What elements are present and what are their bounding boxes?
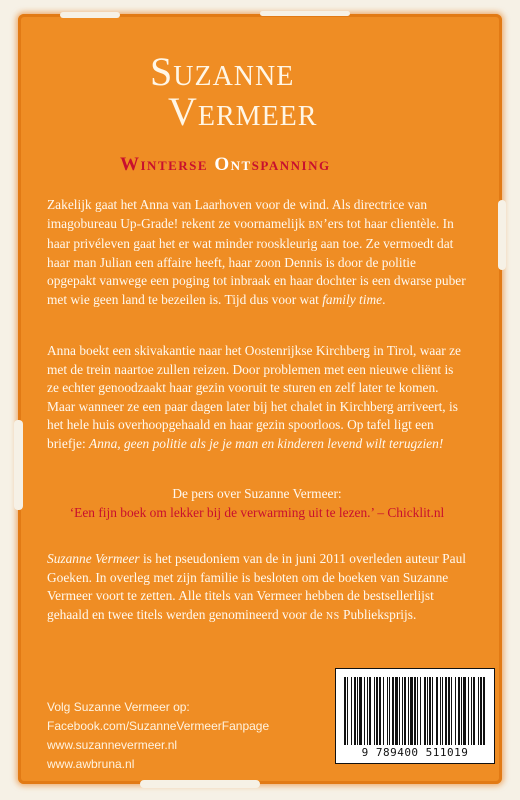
isbn-digits: 9 789400 511019	[361, 746, 469, 759]
barcode-bar	[478, 677, 479, 745]
barcode-bar	[424, 677, 426, 745]
barcode-bar	[420, 677, 421, 745]
rough-edge-top-2	[260, 11, 350, 16]
barcode-bar	[392, 677, 394, 745]
barcode-bar	[389, 677, 390, 745]
isbn-barcode	[335, 668, 495, 764]
p1-text-b: ’ers tot haar clientèle. In haar privéleven gaat het er wat minder rooskleurig aan toe. Ze vermoedt dat haar man Julian een affaire heeft, haar zoon Dennis is door de politie opgepakt vanwege een poging tot inbraak en haar dochter is een dwarse puber met wie geen land te bezeilen is. Tijd dus voor wat	[47, 215, 466, 307]
p2-text-a: Anna boekt een skivakantie naar het Oostenrijkse Kirchberg in Tirol, waar ze met de trein naartoe zullen reizen. Door problemen met een nieuwe cliënt is ze echter genoodzaakt haar gezin vooruit te sturen en zelf later te komen. Maar wanneer ze een paar dagen later bij het chalet in Kirchberg arriveert, is het hele huis overhoopgehaald en haar gezin spoorloos. Op tafel ligt een briefje:	[47, 343, 461, 451]
barcode-bar	[354, 677, 356, 745]
barcode-bar	[473, 677, 475, 745]
rough-edge-right	[498, 200, 506, 270]
website-link[interactable]: www.suzannevermeer.nl	[47, 738, 178, 752]
barcode-bar	[399, 677, 400, 745]
barcode-bar	[379, 677, 381, 745]
barcode-bar	[387, 677, 388, 745]
barcode-bar	[359, 677, 362, 745]
bio-pen-name: Suzanne Vermeer	[47, 551, 140, 566]
barcode-bar	[436, 677, 438, 745]
author-name	[150, 49, 318, 134]
barcode-bar	[463, 677, 466, 745]
p1-family-time: family time	[322, 291, 383, 307]
barcode-bar	[429, 677, 431, 745]
barcode-bar	[455, 677, 456, 745]
publisher-link[interactable]: www.awbruna.nl	[47, 757, 135, 771]
barcode-bar	[448, 677, 450, 745]
barcode-icon	[344, 677, 486, 745]
p1-text-d: .	[382, 291, 386, 307]
blurb-paragraph-1	[47, 196, 467, 310]
barcode-bar	[417, 677, 418, 745]
rough-edge-bottom	[140, 780, 260, 788]
p1-text-a: Zakelijk gaat het Anna van Laarhoven voor de wind. Als directrice van imagobureau Up-Grade! rekent ze voornamelijk	[47, 197, 428, 231]
barcode-bar	[468, 677, 469, 745]
rough-edge-top	[60, 12, 120, 18]
press-quote	[47, 484, 467, 522]
barcode-bar	[364, 677, 365, 745]
press-quote-text: ‘Een fijn boek om lekker bij de verwarming uit te lezen.’ – Chicklit.nl	[69, 505, 445, 520]
book-title	[120, 154, 331, 176]
bio-ns: NS	[325, 610, 340, 622]
title-word-2a: Ont	[214, 154, 252, 175]
barcode-bar	[480, 677, 482, 745]
p2-note: Anna, geen politie als je je man en kinderen levend wilt terugzien!	[89, 435, 444, 451]
barcode-bar	[357, 677, 358, 745]
title-word-2b: spanning	[251, 154, 331, 175]
author-bio	[47, 550, 467, 626]
p1-bn: BN	[308, 219, 324, 231]
blurb-paragraph-2	[47, 342, 467, 454]
author-first-name: Suzanne	[150, 49, 295, 94]
barcode-bar	[367, 677, 368, 745]
barcode-bar	[461, 677, 462, 745]
barcode-bar	[483, 677, 485, 745]
barcode-bar	[432, 677, 433, 745]
press-intro: De pers over Suzanne Vermeer:	[172, 486, 342, 501]
follow-label: Volg Suzanne Vermeer op:	[47, 700, 190, 714]
barcode-bar	[442, 677, 443, 745]
barcode-bar	[383, 677, 384, 745]
barcode-bar	[347, 677, 348, 745]
barcode-bar	[445, 677, 447, 745]
barcode-bar	[414, 677, 416, 745]
barcode-bar	[404, 677, 406, 745]
barcode-bar	[410, 677, 413, 745]
barcode-bar	[351, 677, 352, 745]
barcode-bar	[440, 677, 441, 745]
barcode-bar	[374, 677, 375, 745]
bio-text-a: is het pseudoniem van de in juni 2011 overleden auteur Paul Goeken. In overleg met zijn familie is besloten om de boeken van Suzanne Vermeer voort te zetten. Alle titels van Vermeer hebben de bestsellerlijst gehaald en twee titels werden genomineerd voor de	[47, 551, 466, 622]
barcode-bar	[451, 677, 452, 745]
author-last-name: Vermeer	[168, 89, 318, 134]
barcode-bar	[376, 677, 378, 745]
rough-edge-left	[14, 420, 23, 510]
facebook-link[interactable]: Facebook.com/SuzanneVermeerFanpage	[47, 719, 270, 733]
barcode-bar	[427, 677, 428, 745]
barcode-bar	[471, 677, 472, 745]
title-word-1: Winterse	[120, 154, 215, 175]
social-links	[47, 698, 269, 774]
barcode-bar	[408, 677, 409, 745]
barcode-bar	[395, 677, 398, 745]
barcode-bar	[369, 677, 371, 745]
barcode-bar	[402, 677, 403, 745]
barcode-bar	[458, 677, 460, 745]
barcode-bar	[344, 677, 346, 745]
bio-text-b: Publieksprijs.	[339, 606, 417, 622]
